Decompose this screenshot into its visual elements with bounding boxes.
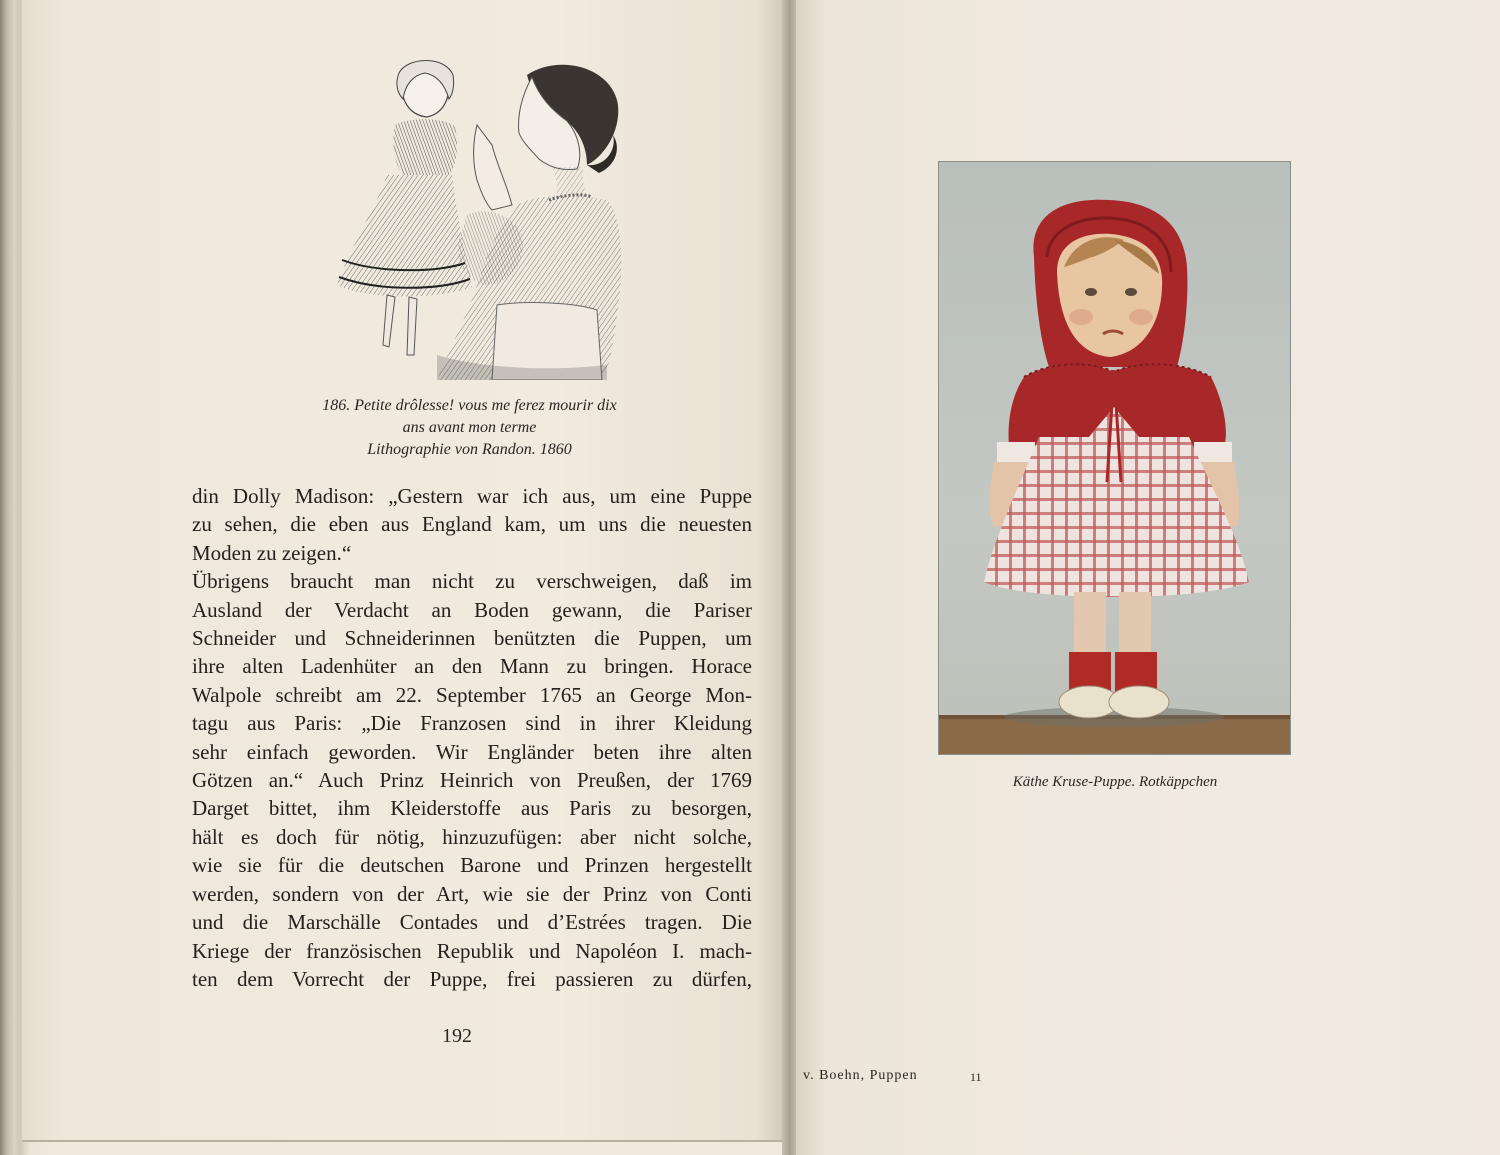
text-line: Darget bittet, ihm Kleiderstoffe aus Paris zu besorgen, [192, 796, 752, 821]
figure-caption [192, 395, 747, 461]
caption-line-2: ans avant mon terme [402, 419, 537, 436]
text-line: hält es doch für nötig, hinzuzufügen: aber nicht solche, [192, 824, 752, 849]
doll-photo [939, 162, 1290, 754]
text-line: Ausland der Verdacht an Boden gewann, die Pariser [192, 597, 752, 622]
text-line: Moden zu zeigen.“ [192, 540, 352, 565]
text-line: sehr einfach geworden. Wir Engländer beten ihre alten [192, 739, 752, 764]
page-number: 192 [442, 1025, 472, 1047]
text-line: Götzen an.“ Auch Prinz Heinrich von Preußen, der 1769 [192, 768, 752, 793]
signature-number: 11 [970, 1070, 982, 1084]
caption-line-3: Lithographie von Randon. 1860 [367, 441, 572, 458]
text-line: zu sehen, die eben aus England kam, um uns die neuesten [192, 512, 752, 537]
text-line: Übrigens braucht man nicht zu verschweigen, daß im [192, 569, 752, 594]
left-page [22, 0, 787, 1142]
text-line: werden, sondern von der Art, wie sie der Prinz von Conti [192, 881, 752, 906]
printer-signature: v. Boehn, Puppen [803, 1068, 918, 1083]
text-line: ihre alten Ladenhüter an den Mann zu bringen. Horace [192, 654, 752, 679]
text-line: din Dolly Madison: „Gestern war ich aus, um eine Puppe [192, 484, 752, 508]
doll-color-plate [938, 161, 1291, 755]
text-line: wie sie für die deutschen Barone und Prinzen hergestellt [192, 853, 752, 878]
plate-caption: Käthe Kruse-Puppe. Rotkäppchen [1012, 774, 1218, 790]
text-line: Schneider und Schneiderinnen benützten die Puppen, um [192, 626, 752, 651]
engraving-illustration [287, 55, 627, 380]
text-line: und die Marschälle Contades und d’Estrées tragen. Die [192, 910, 752, 935]
body-text [192, 482, 752, 993]
text-line: Kriege der französischen Republik und Napoléon I. mach- [192, 938, 752, 963]
text-line: Walpole schreibt am 22. September 1765 an George Mon- [192, 682, 752, 707]
text-line: ten dem Vorrecht der Puppe, frei passieren zu dürfen, [192, 966, 752, 991]
text-line: tagu aus Paris: „Die Franzosen sind in ihrer Kleidung [192, 711, 752, 736]
caption-line-1: 186. Petite drôlesse! vous me ferez mourir dix [322, 397, 617, 414]
